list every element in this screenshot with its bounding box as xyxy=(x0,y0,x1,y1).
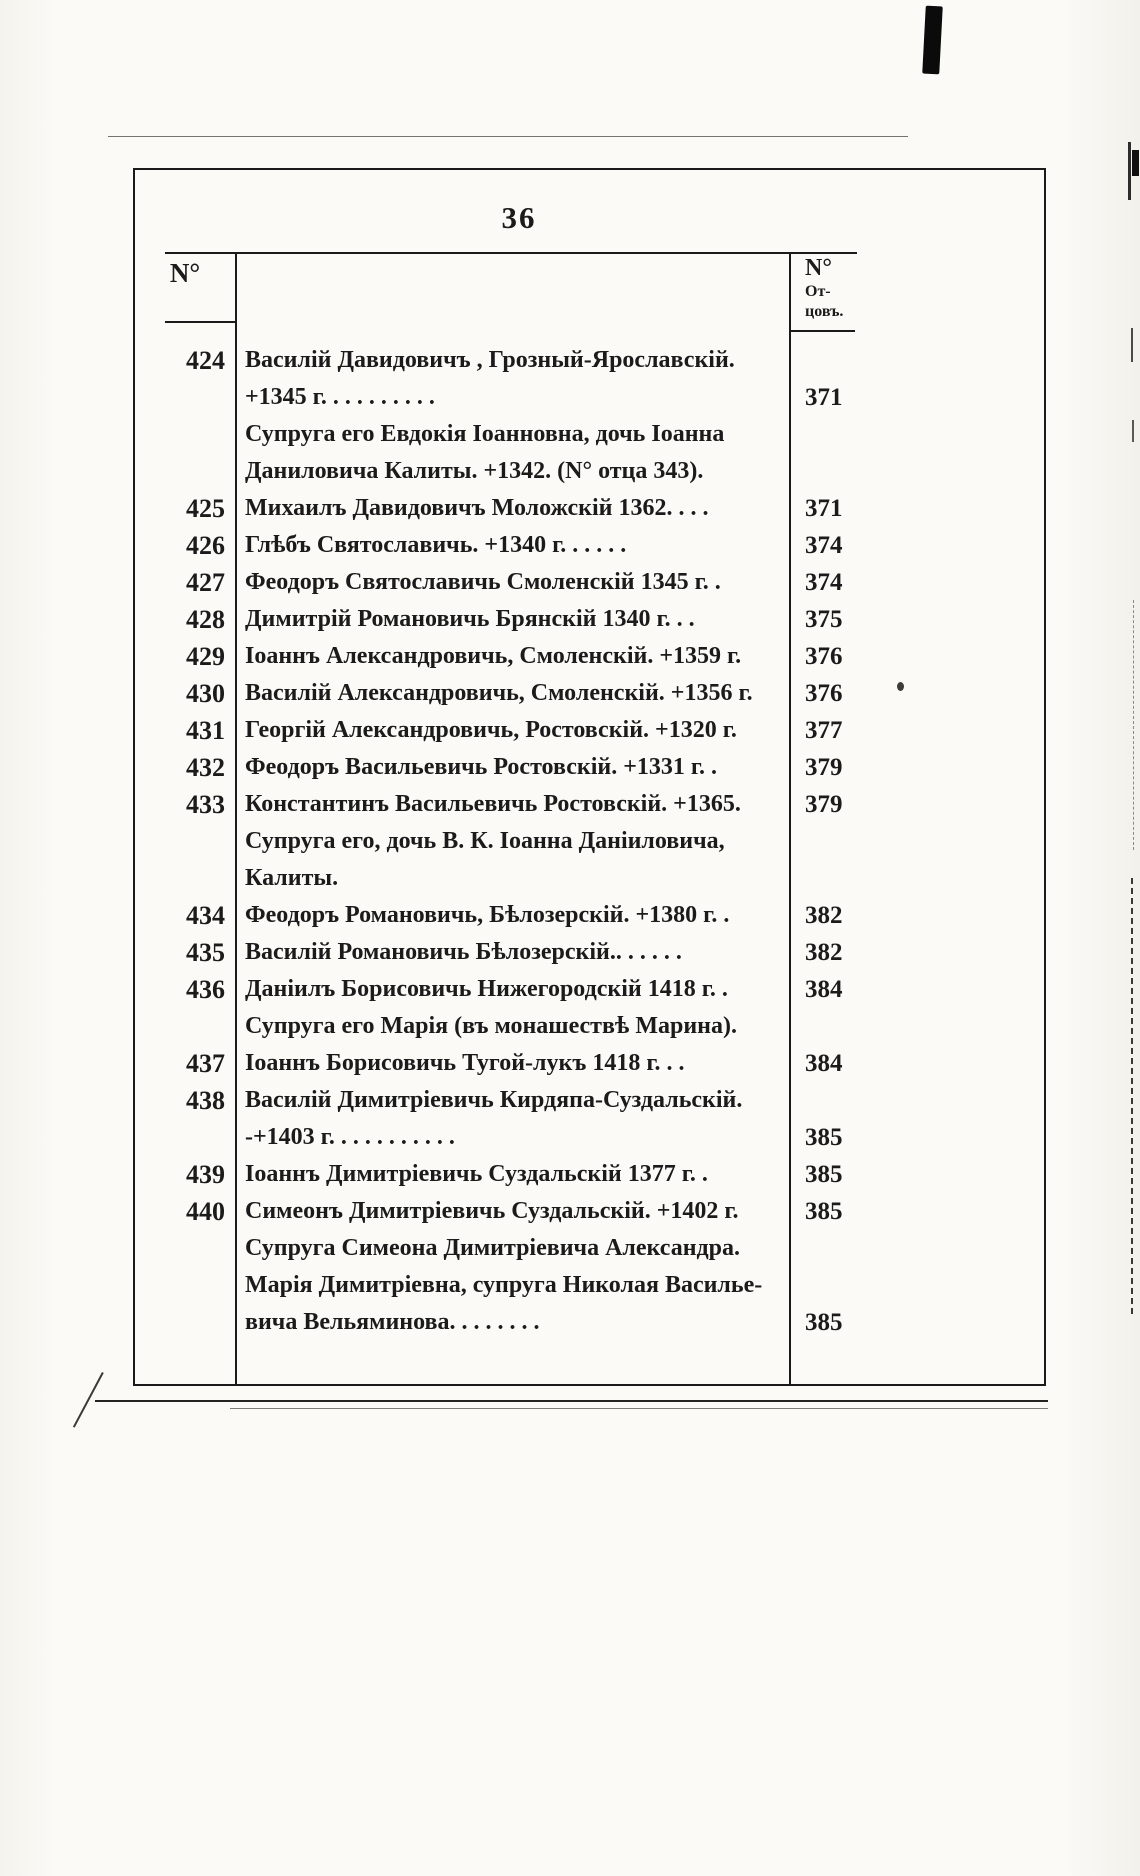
entry-line: Феодоръ Святославичь Смоленскій 1345 г. . xyxy=(245,569,721,595)
entry-father-refs xyxy=(789,1082,1044,1156)
entry-father-ref: 374 xyxy=(805,532,843,559)
entry-text xyxy=(235,342,789,490)
entry-father-refs xyxy=(789,564,1044,601)
scan-hairline-top xyxy=(108,136,908,137)
page-edge-dashes xyxy=(1131,878,1133,1314)
entry-father-refs xyxy=(789,897,1044,934)
table-frame xyxy=(133,168,1046,1386)
page-edge-ink-blob xyxy=(1132,150,1139,176)
father-number-word-1: От- xyxy=(805,283,831,300)
entry-father-ref xyxy=(789,1230,1044,1267)
entry-number: 439 xyxy=(186,1160,225,1189)
table-row xyxy=(135,342,1044,490)
entry-father-ref: 382 xyxy=(805,902,843,929)
table-row xyxy=(135,786,1044,897)
entry-text xyxy=(235,897,789,934)
entry-number: 428 xyxy=(186,605,225,634)
table-row xyxy=(135,971,1044,1045)
column-header-number: N° xyxy=(169,258,201,288)
page-edge-dashes xyxy=(1133,600,1134,850)
header-rule xyxy=(165,252,857,254)
entry-number: 435 xyxy=(186,938,225,967)
entry-father-refs xyxy=(789,1045,1044,1082)
entry-father-ref: 377 xyxy=(805,717,843,744)
entry-father-ref: 375 xyxy=(805,606,843,633)
entry-line: Даниловича Калиты. +1342. (N° отца 343). xyxy=(245,458,704,484)
entry-text xyxy=(235,1156,789,1193)
entry-number: 431 xyxy=(186,716,225,745)
entry-father-refs xyxy=(789,1156,1044,1193)
page-edge-mark xyxy=(1131,328,1133,362)
table-row xyxy=(135,1156,1044,1193)
entry-line: Георгій Александровичь, Ростовскій. +1320 г. xyxy=(245,717,737,743)
entry-father-refs xyxy=(789,490,1044,527)
table-row xyxy=(135,1082,1044,1156)
entry-father-ref xyxy=(789,1267,1044,1304)
entry-father-refs xyxy=(789,786,1044,897)
entry-father-ref: 371 xyxy=(805,495,843,522)
entry-father-ref xyxy=(789,1008,1044,1045)
scan-rule-bottom xyxy=(95,1400,1048,1402)
entry-line: Іоаннъ Димитріевичь Суздальскій 1377 г. . xyxy=(245,1161,708,1187)
entry-father-ref: 385 xyxy=(805,1161,843,1188)
table-row xyxy=(135,934,1044,971)
entry-text xyxy=(235,638,789,675)
column-header-father-number-rule xyxy=(789,330,855,332)
table-row xyxy=(135,638,1044,675)
ink-mark-top-right xyxy=(922,6,943,75)
entry-father-refs xyxy=(789,971,1044,1045)
entry-father-refs xyxy=(789,749,1044,786)
column-header-number-rule xyxy=(165,321,235,323)
entry-father-refs xyxy=(789,638,1044,675)
entry-line: Супруга его Марія (въ монашествѣ Марина). xyxy=(245,1013,737,1039)
entry-text xyxy=(235,749,789,786)
table-row xyxy=(135,601,1044,638)
entry-text xyxy=(235,490,789,527)
entry-father-ref: 371 xyxy=(805,384,843,411)
entry-father-refs xyxy=(789,675,1044,712)
entry-father-ref: 384 xyxy=(805,1050,843,1077)
entry-number: 430 xyxy=(186,679,225,708)
entry-line: Іоаннъ Александровичь, Смоленскій. +1359 г. xyxy=(245,643,742,669)
entry-father-ref: 385 xyxy=(805,1198,843,1225)
father-number-symbol: N° xyxy=(805,255,832,281)
entry-number: 432 xyxy=(186,753,225,782)
entry-text xyxy=(235,1193,789,1341)
entry-text xyxy=(235,786,789,897)
entry-line: Марія Димитріевна, супруга Николая Василье- xyxy=(245,1272,763,1298)
entry-line: Супруга Симеона Димитріевича Александра. xyxy=(245,1235,741,1261)
entry-father-refs xyxy=(789,712,1044,749)
entry-father-ref xyxy=(789,453,1044,490)
entries-body xyxy=(135,342,1044,1341)
entry-line: Василій Романовичь Бѣлозерскій.. . . . . . xyxy=(245,939,682,965)
table-row xyxy=(135,712,1044,749)
entry-father-ref: 376 xyxy=(805,643,843,670)
entry-father-refs xyxy=(789,934,1044,971)
entry-text xyxy=(235,527,789,564)
scan-rule-bottom-faint xyxy=(230,1408,1048,1409)
entry-father-ref xyxy=(789,342,1044,379)
entry-number: 436 xyxy=(186,975,225,1004)
entry-father-ref: 382 xyxy=(805,939,843,966)
entry-number: 437 xyxy=(186,1049,225,1078)
entry-line: Феодоръ Васильевичь Ростовскій. +1331 г. . xyxy=(245,754,718,780)
entry-number: 427 xyxy=(186,568,225,597)
table-row xyxy=(135,1045,1044,1082)
entry-text xyxy=(235,675,789,712)
entry-line: Супруга его, дочь В. К. Іоанна Даніиловича, xyxy=(245,828,725,854)
entry-line: Василій Димитріевичь Кирдяпа-Суздальскій. xyxy=(245,1087,743,1113)
entry-text xyxy=(235,971,789,1045)
page-number: 36 xyxy=(501,200,537,235)
entry-father-ref: 384 xyxy=(805,976,843,1003)
table-row xyxy=(135,675,1044,712)
table-row xyxy=(135,490,1044,527)
entry-father-refs xyxy=(789,342,1044,490)
entry-number: 429 xyxy=(186,642,225,671)
entry-line: Димитрій Романовичь Брянскій 1340 г. . . xyxy=(245,606,695,632)
entry-line: Даніилъ Борисовичь Нижегородскій 1418 г. . xyxy=(245,976,728,1002)
entry-father-ref xyxy=(789,823,1044,860)
page-edge-mark xyxy=(1128,142,1131,200)
entry-father-refs xyxy=(789,1193,1044,1341)
entry-number: 438 xyxy=(186,1086,225,1115)
entry-text xyxy=(235,934,789,971)
entry-line: Симеонъ Димитріевичь Суздальскій. +1402 г. xyxy=(245,1198,739,1224)
entry-line: +1345 г. . . . . . . . . . xyxy=(245,384,435,410)
table-row xyxy=(135,564,1044,601)
table-row xyxy=(135,527,1044,564)
entry-line: Феодоръ Романовичь, Бѣлозерскій. +1380 г. . xyxy=(245,902,730,928)
entry-line: Іоаннъ Борисовичь Тугой-лукъ 1418 г. . . xyxy=(245,1050,685,1076)
entry-father-ref: 379 xyxy=(805,791,843,818)
entry-father-ref: 374 xyxy=(805,569,843,596)
entry-father-ref: 385 xyxy=(805,1124,843,1151)
entry-line: вича Вельяминова. . . . . . . . xyxy=(245,1309,540,1335)
entry-text xyxy=(235,564,789,601)
entry-line: Василій Давидовичъ , Грозный-Ярославскій. xyxy=(245,347,735,373)
entry-line: -+1403 г. . . . . . . . . . . xyxy=(245,1124,455,1150)
entry-line: Василій Александровичь, Смоленскій. +1356 г. xyxy=(245,680,753,706)
entry-line: Глѣбъ Святославичь. +1340 г. . . . . . xyxy=(245,532,627,558)
entry-number: 426 xyxy=(186,531,225,560)
entry-father-refs xyxy=(789,601,1044,638)
entry-number: 440 xyxy=(186,1197,225,1226)
entry-father-refs xyxy=(789,527,1044,564)
table-row xyxy=(135,749,1044,786)
entry-line: Михаилъ Давидовичъ Моложскій 1362. . . . xyxy=(245,495,709,521)
entry-text xyxy=(235,712,789,749)
entry-text xyxy=(235,1045,789,1082)
entry-line: Супруга его Евдокія Іоанновна, дочь Іоанна xyxy=(245,421,725,447)
entry-number: 425 xyxy=(186,494,225,523)
entry-number: 434 xyxy=(186,901,225,930)
entry-line: Калиты. xyxy=(245,865,339,891)
entry-father-ref: 376 xyxy=(805,680,843,707)
entry-text xyxy=(235,1082,789,1156)
entry-father-ref xyxy=(789,1082,1044,1119)
entry-text xyxy=(235,601,789,638)
column-header-father-number xyxy=(791,254,911,322)
entry-father-ref: 385 xyxy=(805,1309,843,1336)
entry-father-ref xyxy=(789,860,1044,897)
entry-father-ref xyxy=(789,416,1044,453)
father-number-word-2: цовъ. xyxy=(805,303,844,320)
entry-number: 424 xyxy=(186,346,225,375)
entry-line: Константинъ Васильевичь Ростовскій. +1365. xyxy=(245,791,741,817)
entry-number: 433 xyxy=(186,790,225,819)
entry-father-ref: 379 xyxy=(805,754,843,781)
page-edge-mark xyxy=(1132,420,1134,442)
table-row xyxy=(135,897,1044,934)
table-row xyxy=(135,1193,1044,1341)
